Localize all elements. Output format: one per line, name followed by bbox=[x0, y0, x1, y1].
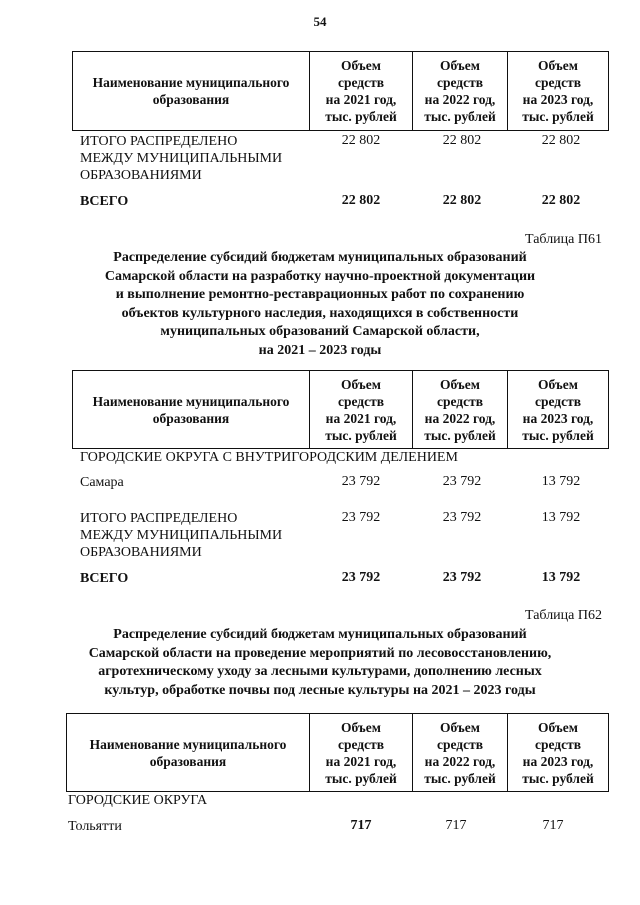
table-p62-header bbox=[66, 713, 609, 792]
row-name: Самара bbox=[80, 475, 124, 490]
header-2021-column: Объем средств на 2021 год, тыс. рублей bbox=[310, 52, 413, 131]
table-header bbox=[72, 51, 609, 131]
table-p61-label: Таблица П61 bbox=[525, 232, 602, 247]
row-2021: 23 792 bbox=[341, 474, 381, 489]
row-2022: 717 bbox=[445, 818, 467, 833]
grand-total-2023: 22 802 bbox=[541, 193, 581, 208]
header-name-column: Наименование муниципального образования bbox=[67, 714, 310, 792]
header-2023-column: Объем средств на 2023 год, тыс. рублей bbox=[508, 714, 609, 792]
grand-total-2021: 23 792 bbox=[341, 570, 381, 585]
table-p61-caption: Распределение субсидий бюджетам муниципальных образований Самарской области на разработку научно-проектной документации и выполнение ремонтно-реставрационных работ по сохранению объектов культурного наследия, находящихся в собственности муниципальных образований Самарской области, на 2021 – 2023 годы bbox=[104, 250, 536, 358]
grand-total-2023: 13 792 bbox=[541, 570, 581, 585]
header-2023-column: Объем средств на 2023 год, тыс. рублей bbox=[508, 371, 609, 449]
table-p62-label: Таблица П62 bbox=[525, 608, 602, 623]
total-distributed-2021: 23 792 bbox=[341, 510, 381, 525]
grand-total-2021: 22 802 bbox=[341, 193, 381, 208]
total-distributed-label: ИТОГО РАСПРЕДЕЛЕНО МЕЖДУ МУНИЦИПАЛЬНЫМИ ОБРАЗОВАНИЯМИ bbox=[80, 134, 283, 183]
table-p62-caption: Распределение субсидий бюджетам муниципальных образований Самарской области на проведение мероприятий по лесовосстановлению, агротехническому уходу за лесными культурами, дополнению лесных культур, обработке почвы под лесные культуры на 2021 – 2023 годы bbox=[88, 627, 552, 698]
header-2022-column: Объем средств на 2022 год, тыс. рублей bbox=[413, 52, 508, 131]
row-name: Тольятти bbox=[68, 819, 122, 834]
row-2023: 717 bbox=[542, 818, 564, 833]
section-heading: ГОРОДСКИЕ ОКРУГА bbox=[68, 793, 208, 808]
total-distributed-2021: 22 802 bbox=[341, 133, 381, 148]
section-heading: ГОРОДСКИЕ ОКРУГА С ВНУТРИГОРОДСКИМ ДЕЛЕНИЕМ bbox=[80, 450, 458, 465]
grand-total-label: ВСЕГО bbox=[80, 194, 129, 209]
header-2022-column: Объем средств на 2022 год, тыс. рублей bbox=[413, 371, 508, 449]
total-distributed-2022: 22 802 bbox=[442, 133, 482, 148]
header-2022-column: Объем средств на 2022 год, тыс. рублей bbox=[413, 714, 508, 792]
header-2021-column: Объем средств на 2021 год, тыс. рублей bbox=[310, 371, 413, 449]
page-number: 54 bbox=[313, 14, 327, 29]
row-2021: 717 bbox=[350, 818, 372, 833]
header-2023-column: Объем средств на 2023 год, тыс. рублей bbox=[508, 52, 609, 131]
total-distributed-2023: 22 802 bbox=[541, 133, 581, 148]
row-2022: 23 792 bbox=[442, 474, 482, 489]
table-p61-header bbox=[72, 370, 609, 449]
total-distributed-label: ИТОГО РАСПРЕДЕЛЕНО МЕЖДУ МУНИЦИПАЛЬНЫМИ ОБРАЗОВАНИЯМИ bbox=[80, 511, 283, 560]
grand-total-2022: 22 802 bbox=[442, 193, 482, 208]
grand-total-label: ВСЕГО bbox=[80, 571, 129, 586]
row-2023: 13 792 bbox=[541, 474, 581, 489]
total-distributed-2023: 13 792 bbox=[541, 510, 581, 525]
header-name-column: Наименование муниципального образования bbox=[73, 371, 310, 449]
grand-total-2022: 23 792 bbox=[442, 570, 482, 585]
total-distributed-2022: 23 792 bbox=[442, 510, 482, 525]
header-2021-column: Объем средств на 2021 год, тыс. рублей bbox=[310, 714, 413, 792]
header-name-column: Наименование муниципального образования bbox=[73, 52, 310, 131]
